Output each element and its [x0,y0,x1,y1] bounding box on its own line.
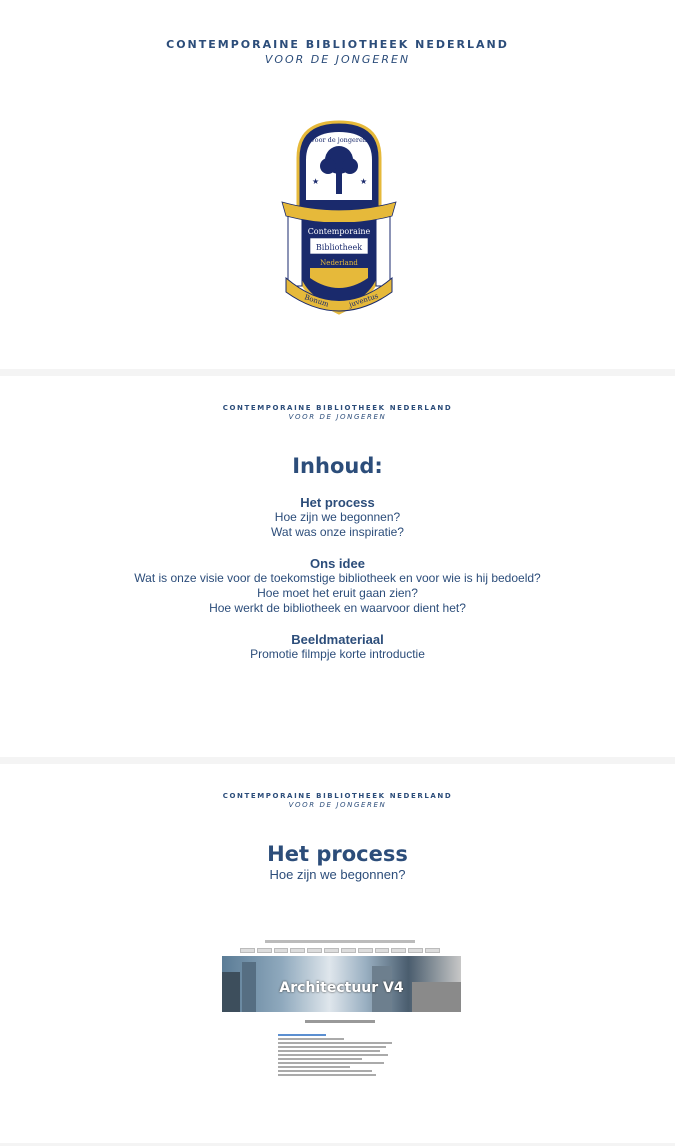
section-item: Wat is onze visie voor de toekomstige bibliotheek en voor wie is hij bedoeld? [134,571,541,585]
website-screenshot [220,940,462,1085]
screenshot-banner [222,956,461,1012]
title-slide [0,0,675,369]
crest-logo [280,118,398,318]
section-heading: Beeldmateriaal [291,632,384,647]
section-heading: Ons idee [310,556,365,571]
process-subtitle: Hoe zijn we begonnen? [269,867,406,882]
section-media [0,632,675,662]
section-item: Hoe moet het eruit gaan zien? [257,586,418,600]
slide-header [0,792,675,809]
screenshot-title: Architectuur V4 [279,980,404,996]
process-slide [0,764,675,1143]
svg-text:Nederland: Nederland [320,259,358,267]
svg-text:voor de jongeren: voor de jongeren [310,136,368,144]
screenshot-nav [240,948,440,953]
header-subtitle: VOOR DE JONGEREN [288,801,387,809]
section-heading: Het process [300,495,375,510]
svg-text:Contemporaine: Contemporaine [307,227,371,236]
svg-text:Bibliotheek: Bibliotheek [315,243,363,252]
contents-title: Inhoud: [292,454,383,478]
header-subtitle: VOOR DE JONGEREN [264,53,411,66]
header-title: CONTEMPORAINE BIBLIOTHEEK NEDERLAND [222,404,453,412]
section-process [0,495,675,540]
svg-text:★: ★ [360,177,368,186]
svg-text:Bonum: Bonum [303,293,330,309]
header-title: CONTEMPORAINE BIBLIOTHEEK NEDERLAND [166,38,509,51]
svg-text:★: ★ [312,177,320,186]
section-item: Hoe zijn we begonnen? [274,510,401,524]
slide-header [0,404,675,421]
section-item: Promotie filmpje korte introductie [250,647,425,661]
screenshot-text [278,1034,398,1078]
process-title: Het process [267,842,408,866]
header-title: CONTEMPORAINE BIBLIOTHEEK NEDERLAND [222,792,453,800]
section-item: Hoe werkt de bibliotheek en waarvoor dient het? [209,601,466,615]
section-idea [0,556,675,616]
svg-text:juventus: juventus [348,291,380,309]
slide-header [0,38,675,66]
header-subtitle: VOOR DE JONGEREN [288,413,387,421]
contents-slide [0,376,675,757]
section-item: Wat was onze inspiratie? [271,525,404,539]
